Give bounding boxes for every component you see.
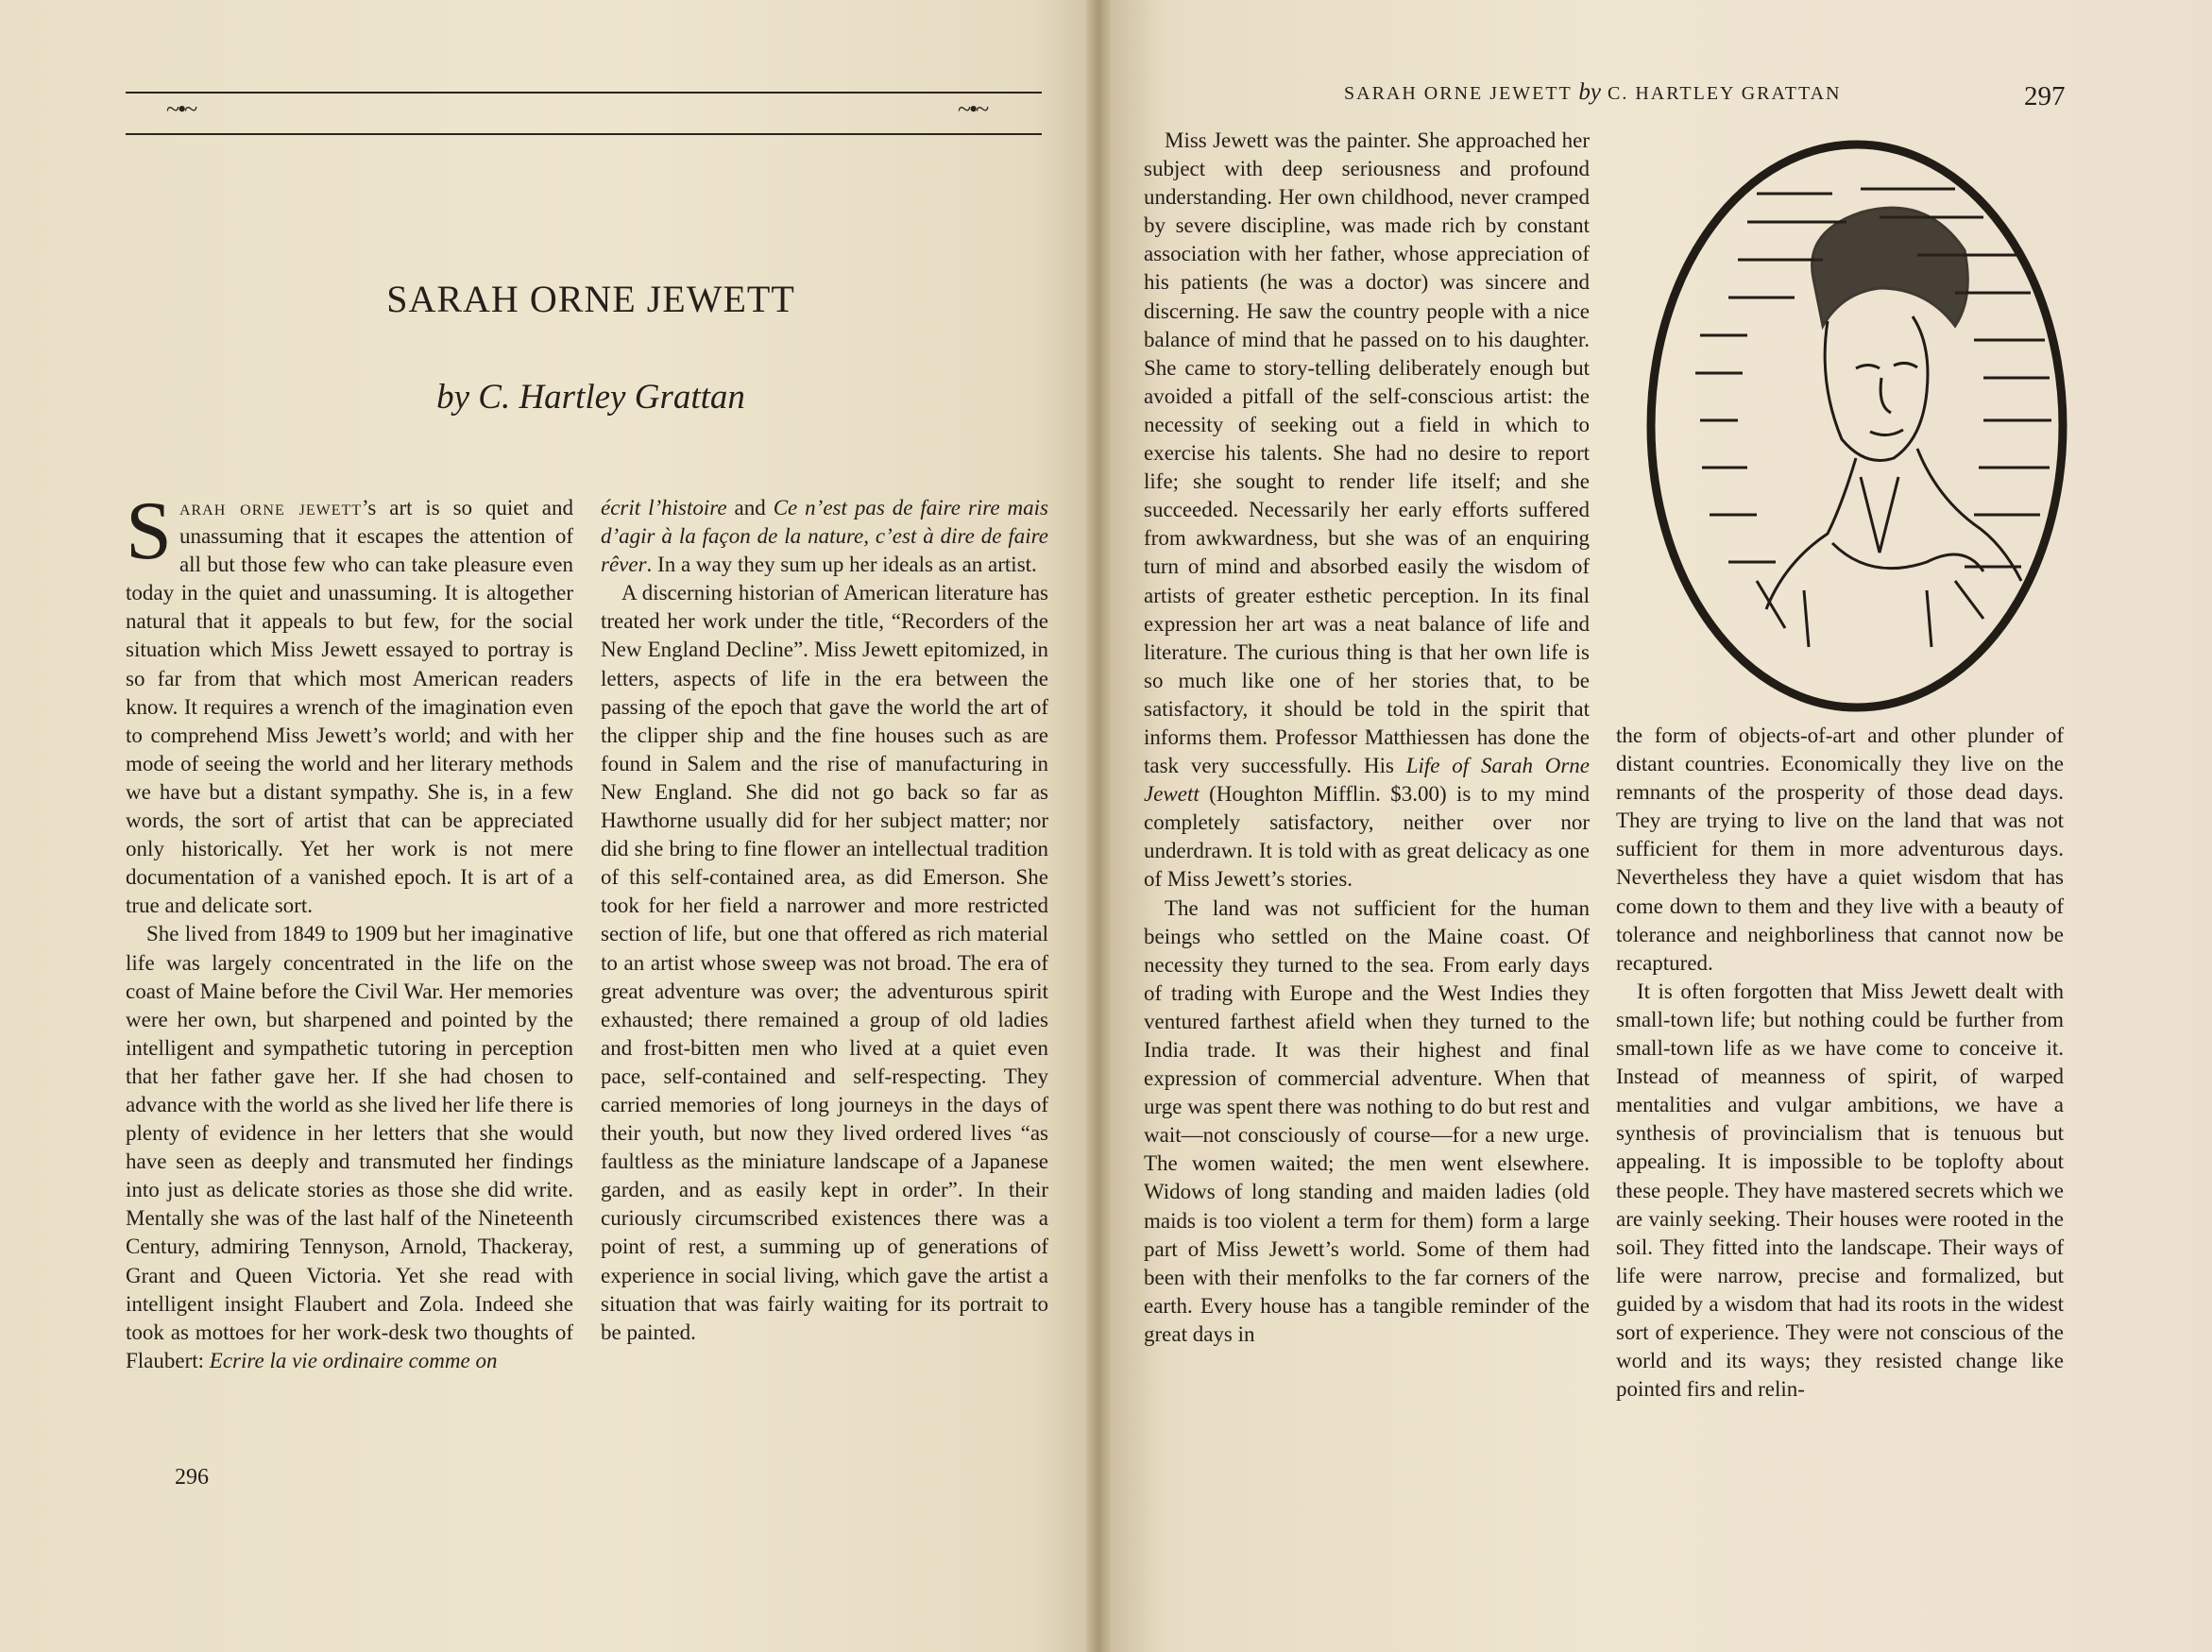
paragraph xyxy=(601,494,1048,579)
left-page xyxy=(0,0,1098,1652)
left-column-2 xyxy=(601,494,1048,1347)
running-head-by: by xyxy=(1578,79,1602,105)
top-rule xyxy=(126,92,1042,94)
paragraph-text: It is often forgotten that Miss Jewett dealt with small-town life; but nothing could be further from small-town life as we have come to conceive it. Instead of meanness of spirit, of warped mentalities and vulgar ambitions, we have a synthesis of provincialism that is tenuous but appealing. It is impossible to be toplofty about these people. They have mastered secrets which we are vainly seeking. Their houses were rooted in the soil. They fitted into the landscape. Their ways of life were narrow, precise and formalized, but guided by a wisdom that had its roots in the widest sort of experience. They were not conscious of the world and its ways; they resisted change like pointed firs and relin- xyxy=(1616,979,2064,1402)
paragraph-text: ’s art is so quiet and unassuming that it escapes the attention of all but those few who can take pleasure even today in the quiet and unassuming. It is altogether natural that it appeals to but few, for the social situation which Miss Jewett essayed to portray is so far from that which most American readers know. It requires a wrench of the imagination even to comprehend Miss Jewett’s world; and with her mode of seeing the world and her literary methods we have but a distant sympathy. She is, in a few words, the sort of artist that can be appreciated only historically. Yet her work is not mere documentation of a vanished epoch. It is art of a true and delicate sort. xyxy=(126,496,574,918)
paragraph xyxy=(1144,894,1590,1350)
ornament-left: ~•~ xyxy=(166,95,196,123)
article-title: SARAH ORNE JEWETT xyxy=(386,278,795,320)
right-column-1 xyxy=(1144,127,1590,1349)
paragraph-text: . In a way they sum up her ideals as an artist. xyxy=(646,553,1037,577)
paragraph-text: A discerning historian of American literature has treated her work under the title, “Recorders of the New England Decline”. Miss Jewett epitomized, in letters, aspects of life in the era between the passing of the epoch that gave the world the art of the clipper ship and the fine houses such as are found in Salem and the rise of manufacturing in New England. She did not go back so far as Hawthorne usually did for her subject matter; nor did she bring to fine flower an intellectual tradition of this self-contained area, as did Emerson. She took for her field a narrower and more restricted section of life, but one that offered as rich material to an artist whose sweep was not broad. The era of great adventure was over; the adventurous spirit exhausted; there remained a group of old ladies and frost-bitten men who lived at a quiet even pace, self-contained and self-respecting. They carried memories of long journeys in the days of their youth, but now they lived ordered lives “as faultless as the miniature landscape of a Japanese garden, and as easily kept in order”. In their curiously circumscribed existences there was a point of rest, a summing up of generations of experience in social living, which gave the artist a situation that was fairly waiting for its portrait to be painted. xyxy=(601,581,1048,1344)
portrait-illustration xyxy=(1643,137,2070,715)
page-number-left: 296 xyxy=(175,1465,209,1490)
paragraph-text: the form of objects-of-art and other plunder of distant countries. Economically they live on the remnants of the prosperity of those dead days. They are trying to live on the land that was not sufficient for them in more adventurous days. Nevertheless they have a quiet wisdom that has come down to them and they live with a beauty of tolerance and neighborliness that cannot now be recaptured. xyxy=(1616,724,2064,975)
running-head xyxy=(1344,79,1841,106)
paragraph-text: (Houghton Mifflin. $3.00) is to my mind completely satisfactory, neither over nor underdrawn. It is told with as great delicacy as one of Miss Jewett’s stories. xyxy=(1144,782,1590,892)
paragraph xyxy=(126,920,573,1375)
conjunction: and xyxy=(726,496,774,519)
paragraph-text: The land was not sufficient for the human beings who settled on the Maine coast. Of necessity they turned to the sea. From early days of trading with Europe and the West Indies they ventured farthest afield when they turned to the India trade. It was their highest and final expression of commercial adventure. When that urge was spent there was nothing to do but rest and wait—not consciously of course—for a new urge. The women waited; the men went elsewhere. Widows of long standing and maiden ladies (old maids is too violent a term for them) form a large part of Miss Jewett’s world. Some of them had been with their menfolks to the far corners of the earth. Every house has a tangible reminder of the great days in xyxy=(1144,895,1590,1346)
running-head-author: C. HARTLEY GRATTAN xyxy=(1608,83,1842,104)
italic-quote: Ecrire la vie ordinaire comme on xyxy=(209,1348,498,1372)
running-head-title: SARAH ORNE JEWETT xyxy=(1344,83,1573,104)
right-column-2 xyxy=(1616,722,2064,1404)
paragraph xyxy=(1144,127,1590,894)
lead-smallcaps: arah orne jewett xyxy=(179,496,363,519)
paragraph xyxy=(126,485,574,920)
paragraph xyxy=(601,579,1048,1347)
book-gutter xyxy=(1086,0,1111,1652)
paragraph xyxy=(1616,722,2064,978)
drop-cap: S xyxy=(126,485,172,577)
italic-quote: Ce n’est pas de faire rire mais d’agir à la façon de la nature, c’est à dire de faire rêver xyxy=(601,496,1048,577)
paragraph xyxy=(1616,978,2064,1404)
book-title: Life of Sarah Orne Jewett xyxy=(1144,754,1591,807)
paragraph-text: Miss Jewett was the painter. She approached her subject with deep seriousness and profound understanding. Her own childhood, never cramped by severe discipline, was made rich by constant association with her father, whose appreciation of his patients (he was a doctor) was sincere and discerning. He saw the country people with a nice balance of mind that he passed on to his daughter. She came to story-telling deliberately enough but avoided a pitfall of the self-conscious artist: the necessity of seeking out a field in which to exercise his talents. She had no desire to report life; she sought to render life itself; and she succeeded. Necessarily her early efforts suffered from awkwardness, but she was of an enquiring turn of mind and absorbed easily the wisdom of artists of greater esthetic perception. In its final expression her art was a neat balance of life and literature. The curious thing is that her own life is so much like one of her stories that, to be satisfactory, it should be told in the spirit that informs them. Professor Matthiessen has done the task very successfully. His xyxy=(1144,128,1590,778)
ornament-right: ~•~ xyxy=(958,95,988,123)
left-column-1 xyxy=(126,485,574,1375)
page-number-right: 297 xyxy=(2024,81,2066,111)
article-byline: by C. Hartley Grattan xyxy=(436,378,745,417)
italic-quote: écrit l’histoire xyxy=(601,496,727,519)
paragraph-text: She lived from 1849 to 1909 but her imaginative life was largely concentrated in the life on the coast of Maine before the Civil War. Her memories were her own, but sharpened and pointed by the intelligent and sympathetic tutoring in perception that her father gave her. If she had chosen to advance with the world as she lived her life there is plenty of evidence in her letters that she would have seen as deeply and transmuted her findings into just as delicate stories as those she did write. Mentally she was of the last half of the Nineteenth Century, admiring Tennyson, Arnold, Thackeray, Grant and Queen Victoria. Yet she read with intelligent insight Flaubert and Zola. Indeed she took as mottoes for her work-desk two thoughts of Flaubert: xyxy=(126,922,573,1372)
second-rule xyxy=(126,133,1042,135)
